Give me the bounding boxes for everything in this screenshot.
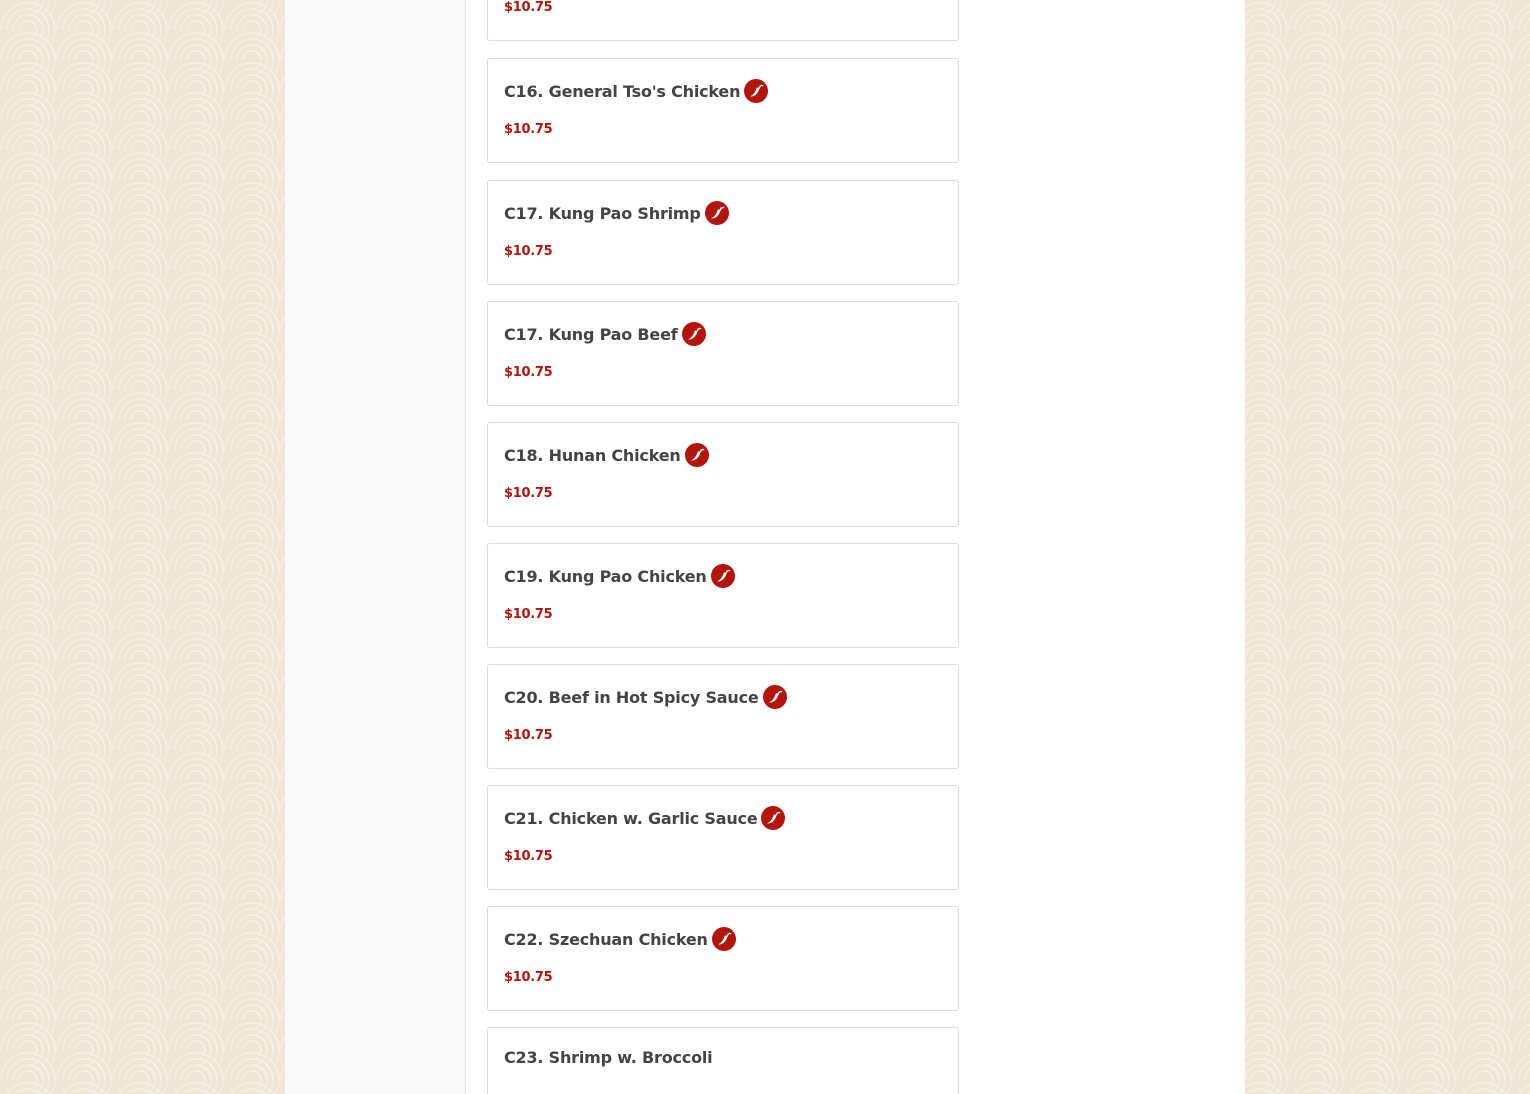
menu-item[interactable] [487, 301, 959, 406]
item-name [504, 685, 787, 709]
item-name-text: C17. Kung Pao Shrimp [504, 203, 701, 223]
item-price: $10.75 [504, 849, 553, 864]
menu-item[interactable] [487, 422, 959, 527]
item-name-text: C20. Beef in Hot Spicy Sauce [504, 687, 759, 707]
chili-pepper-icon [712, 927, 736, 951]
chili-pepper-icon [761, 806, 785, 830]
item-name [504, 201, 729, 225]
item-price: $10.75 [504, 728, 553, 743]
item-name [504, 79, 768, 103]
item-name-text: C19. Kung Pao Chicken [504, 566, 707, 586]
chili-pepper-icon [685, 443, 709, 467]
item-price: $10.75 [504, 244, 553, 259]
menu-item[interactable] [487, 906, 959, 1011]
item-price: $10.75 [504, 122, 553, 137]
item-name-text: C22. Szechuan Chicken [504, 929, 708, 949]
item-name-text: C16. General Tso's Chicken [504, 81, 741, 101]
item-name-text: C17. Kung Pao Beef [504, 324, 678, 344]
menu-item[interactable] [487, 1027, 959, 1094]
item-name [504, 443, 709, 467]
chili-pepper-icon [682, 322, 706, 346]
chili-pepper-icon [744, 79, 768, 103]
item-name-text: C23. Shrimp w. Broccoli [504, 1048, 713, 1067]
menu-item[interactable] [487, 543, 959, 648]
category-sidebar [285, 0, 466, 1094]
chili-pepper-icon [763, 685, 787, 709]
item-name [504, 322, 706, 346]
item-price: $10.75 [504, 0, 553, 15]
item-price: $10.75 [504, 486, 553, 501]
item-name [504, 806, 785, 830]
item-name [504, 927, 736, 951]
item-price: $10.75 [504, 970, 553, 985]
chili-pepper-icon [705, 201, 729, 225]
menu-item[interactable] [487, 0, 959, 41]
item-name [504, 1048, 712, 1067]
page-panel [285, 0, 1245, 1094]
chili-pepper-icon [711, 564, 735, 588]
menu-item[interactable] [487, 180, 959, 285]
menu-item[interactable] [487, 58, 959, 163]
item-name [504, 564, 735, 588]
item-price: $10.75 [504, 365, 553, 380]
item-name-text: C21. Chicken w. Garlic Sauce [504, 808, 758, 828]
menu-item[interactable] [487, 785, 959, 890]
item-price: $10.75 [504, 607, 553, 622]
menu-item[interactable] [487, 664, 959, 769]
item-name-text: C18. Hunan Chicken [504, 445, 681, 465]
